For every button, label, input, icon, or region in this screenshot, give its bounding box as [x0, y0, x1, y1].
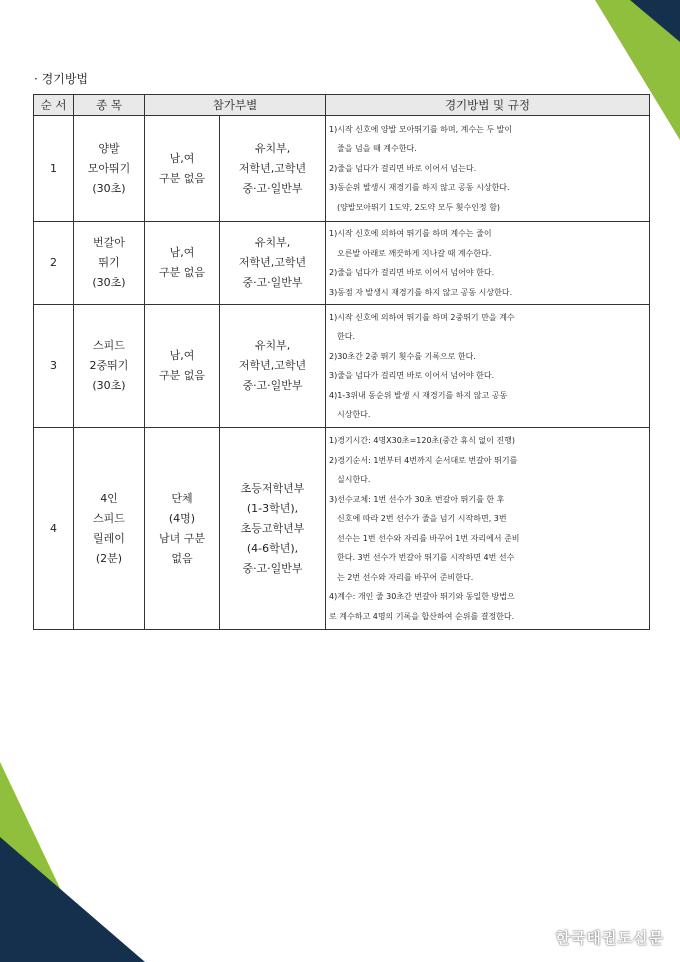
gender-cell: 단체 (4명) 남녀 구분 없음 [145, 428, 220, 630]
header-division: 참가부별 [145, 95, 326, 116]
header-event: 종 목 [74, 95, 145, 116]
division-cell: 유치부, 저학년,고학년 중·고·일반부 [220, 222, 326, 305]
gender-cell: 남,여 구분 없음 [145, 222, 220, 305]
header-order: 순 서 [34, 95, 74, 116]
newspaper-watermark: 한국태권도신문 [555, 929, 664, 947]
table-header-row [34, 95, 650, 116]
rules-cell: 1)시작 신호에 의하여 뛰기를 하며 계수는 줄이 오른발 아래로 깨끗하게 지나갈 때 계수한다. 2)줄을 넘다가 걸리면 바로 이어서 넘어야 한다. 3)동점 자 발생시 재경기를 하지 않고 공동 시상한다. [326, 222, 650, 305]
table-row [34, 428, 650, 630]
order-cell: 4 [34, 428, 74, 630]
order-cell: 1 [34, 116, 74, 222]
header-rules: 경기방법 및 규정 [326, 95, 650, 116]
event-cell: 양발 모아뛰기 (30초) [74, 116, 145, 222]
table-row [34, 116, 650, 222]
table-row [34, 305, 650, 428]
bottom-left-navy-triangle [0, 837, 145, 962]
order-cell: 2 [34, 222, 74, 305]
event-cell: 스피드 2중뛰기 (30초) [74, 305, 145, 428]
event-cell: 4인 스피드 릴레이 (2분) [74, 428, 145, 630]
division-cell: 유치부, 저학년,고학년 중·고·일반부 [220, 116, 326, 222]
rules-cell: 1)경기시간: 4명X30초=120초(중간 휴식 없이 진행) 2)경기순서: 1번부터 4번까지 순서대로 번갈아 뛰기를 실시한다. 3)선수교체: 1번 선수가 30초 번갈아 뛰기를 한 후 신호에 따라 2번 선수가 줄을 넘기 시작하면, 3번 선수는 1번 선수와 자리를 바꾸어 1번 자리에서 준비 한다. 3번 선수가 번갈아 뛰기를 시작하면 4번 선수 는 2번 선수와 자리를 바꾸어 준비한다. 4)계수: 개인 줄 30초간 번갈아 뛰기와 동일한 방법으 로 계수하고 4명의 기록을 합산하여 순위를 결정한다. [326, 428, 650, 630]
order-cell: 3 [34, 305, 74, 428]
division-cell: 초등저학년부 (1-3학년), 초등고학년부 (4-6학년), 중·고·일반부 [220, 428, 326, 630]
section-title: · 경기방법 [34, 72, 88, 86]
rules-cell: 1)시작 신호에 양발 모아뛰기를 하며, 계수는 두 발이 줄을 넘을 때 계수한다. 2)줄을 넘다가 걸리면 바로 이어서 넘는다. 3)동순위 발생시 재경기를 하지 않고 공동 시상한다. (양발모아뛰기 1도약, 2도약 모두 횟수인정 함) [326, 116, 650, 222]
rules-cell: 1)시작 신호에 의하여 뛰기를 하며 2중뛰기 만을 계수 한다. 2)30초간 2중 뛰기 횟수를 기록으로 한다. 3)줄을 넘다가 걸리면 바로 이어서 넘어야 한다. 4)1-3위내 동순위 발생 시 재경기를 하지 않고 공동 시상한다. [326, 305, 650, 428]
division-cell: 유치부, 저학년,고학년 중·고·일반부 [220, 305, 326, 428]
competition-rules-table [33, 94, 650, 630]
bottom-left-decoration [0, 762, 150, 962]
gender-cell: 남,여 구분 없음 [145, 305, 220, 428]
table-row [34, 222, 650, 305]
event-cell: 번갈아 뛰기 (30초) [74, 222, 145, 305]
gender-cell: 남,여 구분 없음 [145, 116, 220, 222]
